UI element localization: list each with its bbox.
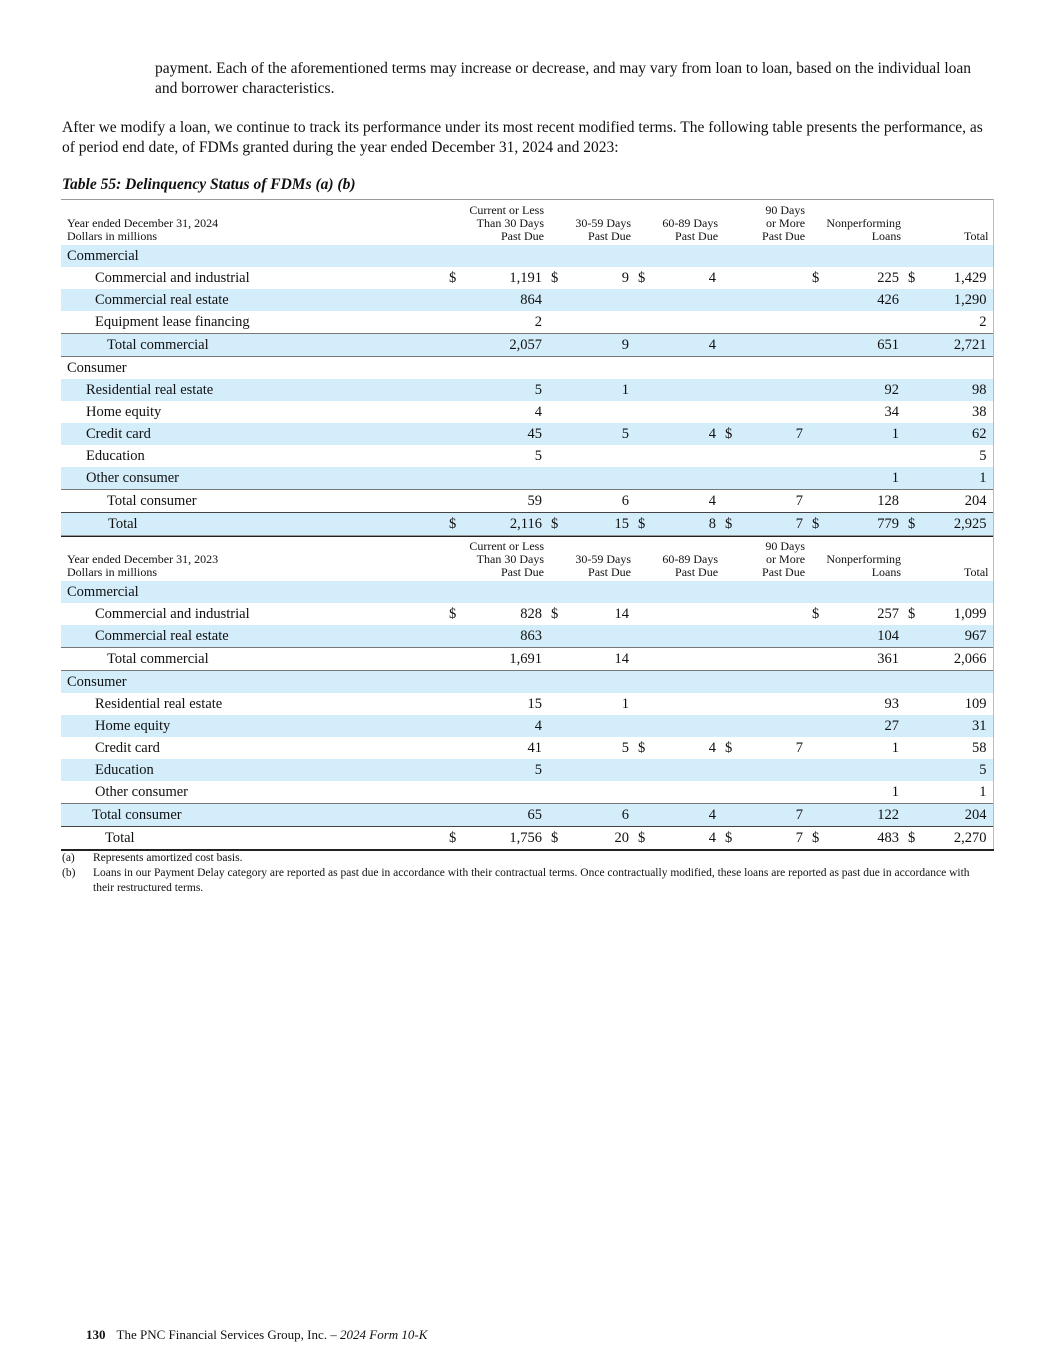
table-title: Table 55: Delinquency Status of FDMs (a) (b)	[62, 176, 356, 193]
row-label: Other consumer	[61, 467, 446, 490]
col-header-60-89: 60-89 Days Past Due	[635, 200, 722, 246]
row-label: Commercial real estate	[61, 289, 446, 311]
col-header-total: Total	[905, 536, 993, 582]
subtotal-row: Total commercial 1,691 14 361 2,066	[61, 648, 993, 671]
page-number: 130	[86, 1327, 106, 1342]
col-header-current: Current or Less Than 30 Days Past Due	[446, 200, 548, 246]
col-header-current: Current or Less Than 30 Days Past Due	[446, 536, 548, 582]
table-row: Education 5 5	[61, 445, 993, 467]
row-label: Total consumer	[61, 490, 446, 513]
grand-total-row: Total $ 1,756 $ 20 $ 4 $ 7 $ 483 $ 2,270	[61, 827, 993, 851]
section-row	[61, 671, 993, 694]
row-label: Total commercial	[61, 334, 446, 357]
row-label: Consumer	[61, 357, 446, 380]
section-row	[61, 581, 993, 603]
row-label: Other consumer	[95, 783, 189, 800]
body-paragraph: After we modify a loan, we continue to track its performance under its most recent modified terms. The following table presents the performance, as of period end date, of FDMs granted during the year ended December 31, 2024 and 2023:	[62, 119, 983, 156]
row-label: Commercial and industrial	[95, 605, 250, 622]
table-row: Home equity 4 27 31	[61, 715, 993, 737]
document-name: 2024 Form 10-K	[340, 1327, 428, 1342]
row-label: Commercial real estate	[61, 625, 446, 648]
table-row: Commercial and industrial $ 1,191 $ 9 $ 4 $ 225 $ 1,429	[61, 267, 993, 289]
row-label: Credit card	[61, 423, 446, 445]
grand-total-row: Total $ 2,116 $ 15 $ 8 $ 7 $ 779 $ 2,925	[61, 513, 993, 537]
row-label: Equipment lease financing	[95, 313, 250, 330]
table-row: Credit card 41 5 $ 4 $ 7 1 58	[61, 737, 993, 759]
company-name: The PNC Financial Services Group, Inc. –	[116, 1327, 337, 1342]
year-header: Year ended December 31, 2023 Dollars in millions	[61, 536, 446, 582]
fdm-delinquency-table-2023	[61, 535, 994, 851]
row-label: Total commercial	[61, 648, 446, 671]
subtotal-row: Total consumer 65 6 4 7 122 204	[61, 804, 993, 827]
row-label: Credit card	[95, 739, 160, 756]
fdm-delinquency-table-2024	[61, 199, 994, 537]
row-label: Total	[61, 827, 446, 851]
row-label: Residential real estate	[95, 695, 223, 712]
year-header: Year ended December 31, 2024 Dollars in millions	[61, 200, 446, 246]
table-row: Credit card 45 5 4 $ 7 1 62	[61, 423, 993, 445]
table-header-row	[61, 200, 993, 246]
row-label: Home equity	[86, 403, 162, 420]
col-header-nonperforming: Nonperforming Loans	[809, 536, 905, 582]
row-label: Commercial and industrial	[95, 269, 250, 286]
row-label: Residential real estate	[61, 379, 446, 401]
footnote-b: (b) Loans in our Payment Delay category are reported as past due in accordance with their contractual terms. Once contractually modified, these loans are reported as past due in accordance with their restructured terms.	[62, 867, 970, 894]
col-header-90-plus: 90 Days or More Past Due	[722, 536, 809, 582]
table-row: Commercial real estate 863 104 967	[61, 625, 993, 648]
table-row: Other consumer 1 1	[61, 781, 993, 804]
row-label: Total	[61, 513, 446, 537]
table-row: Education 5 5	[61, 759, 993, 781]
row-label: Total consumer	[61, 804, 446, 827]
table-row: Commercial and industrial $ 828 $ 14 $ 257 $ 1,099	[61, 603, 993, 625]
table-header-row	[61, 536, 993, 582]
table-row: Residential real estate 5 1 92 98	[61, 379, 993, 401]
section-row	[61, 357, 993, 380]
col-header-60-89: 60-89 Days Past Due	[635, 536, 722, 582]
row-label: Consumer	[61, 671, 446, 694]
col-header-total: Total	[905, 200, 993, 246]
row-label: Education	[61, 759, 446, 781]
col-header-90-plus: 90 Days or More Past Due	[722, 200, 809, 246]
section-row	[61, 245, 993, 267]
table-row: Residential real estate 15 1 93 109	[61, 693, 993, 715]
row-label: Home equity	[61, 715, 446, 737]
col-header-30-59: 30-59 Days Past Due	[548, 200, 635, 246]
table-row: Equipment lease financing 2 2	[61, 311, 993, 334]
row-label: Commercial	[61, 245, 446, 267]
table-row: Home equity 4 34 38	[61, 401, 993, 423]
row-label: Commercial	[61, 581, 446, 603]
table-row: Other consumer 1 1	[61, 467, 993, 490]
intro-paragraph: payment. Each of the aforementioned terms may increase or decrease, and may vary from loan to loan, based on the individual loan and borrower characteristics.	[155, 60, 972, 97]
subtotal-row: Total consumer 59 6 4 7 128 204	[61, 490, 993, 513]
table-row: Commercial real estate 864 426 1,290	[61, 289, 993, 311]
footnote-a: (a) Represents amortized cost basis.	[62, 852, 243, 864]
subtotal-row: Total commercial 2,057 9 4 651 2,721	[61, 334, 993, 357]
col-header-30-59: 30-59 Days Past Due	[548, 536, 635, 582]
page-footer	[86, 1327, 427, 1343]
row-label: Education	[86, 447, 145, 464]
col-header-nonperforming: Nonperforming Loans	[809, 200, 905, 246]
